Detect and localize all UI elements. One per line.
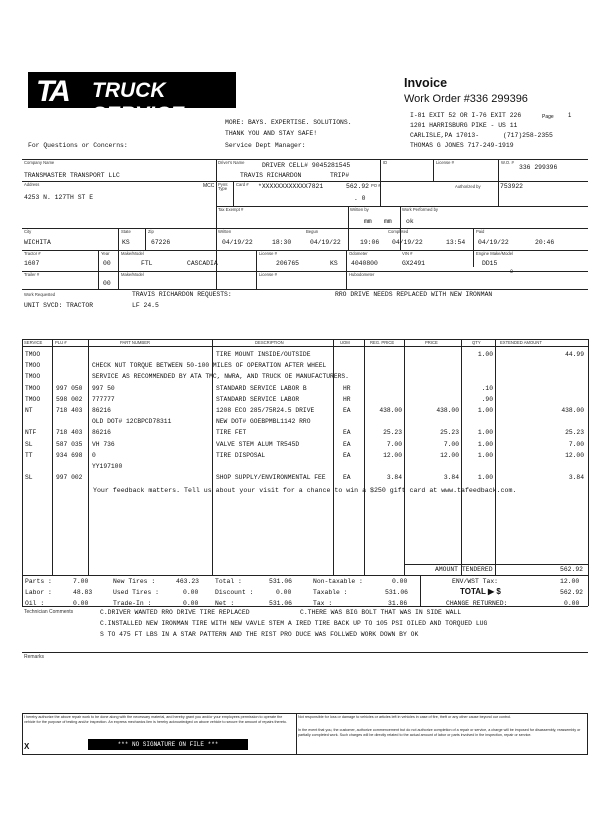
trailer-license-label: License # bbox=[259, 272, 277, 277]
grand-total-amount: 562.92 bbox=[560, 589, 584, 596]
table-row bbox=[0, 472, 600, 484]
service-manager-label: Service Dept Manager: bbox=[225, 142, 306, 149]
cell-description: TIRE DISPOSAL bbox=[216, 451, 266, 459]
table-header-rule bbox=[22, 346, 588, 347]
cell-uom: EA bbox=[343, 407, 351, 414]
totals-col bbox=[22, 575, 23, 606]
change-returned-label: CHANGE RETURNED: bbox=[446, 600, 508, 607]
odometer-label: Odometer bbox=[349, 251, 368, 256]
table-row bbox=[0, 360, 600, 372]
form-col bbox=[256, 250, 257, 289]
cell-price: 12.00 bbox=[440, 451, 459, 459]
cell-service: SL bbox=[25, 474, 33, 482]
wo-label: W.O. # bbox=[501, 160, 514, 165]
col-extended-amount: EXTENDED AMOUNT bbox=[500, 340, 542, 345]
amount-tendered-label: AMOUNT TENDERED bbox=[435, 566, 493, 573]
tractor-year: 00 bbox=[103, 260, 111, 267]
trade-in-amount: 0.00 bbox=[183, 600, 199, 607]
cell-description: SHOP SUPPLY/ENVIRONMENTAL FEE bbox=[216, 474, 326, 482]
totals-top-rule bbox=[22, 575, 588, 576]
comment-4: S TO 475 FT LBS IN A STAR PATTERN AND THE RIST PRO DUCE WAS FOLLWED WORK DOWN BY OK bbox=[100, 631, 419, 638]
wo-number: 336 299396 bbox=[519, 164, 558, 171]
comments-bottom-rule bbox=[22, 652, 588, 653]
cell-part: YY197100 bbox=[92, 463, 123, 470]
cell-reg: 12.00 bbox=[383, 451, 402, 459]
cell-plu: 587 035 bbox=[56, 440, 83, 448]
card-label: Card # bbox=[236, 182, 249, 187]
cell-description: STANDARD SERVICE LABOR B bbox=[216, 384, 307, 392]
state: KS bbox=[122, 239, 130, 246]
work-requested-2: RRO DRIVE NEEDS REPLACED WITH NEW IRONMAN bbox=[335, 291, 493, 298]
total-amount: 531.06 bbox=[269, 578, 293, 585]
parts-amount: 7.00 bbox=[73, 578, 89, 585]
table-row bbox=[0, 349, 600, 361]
cell-service: TT bbox=[25, 451, 33, 459]
cell-qty: .90 bbox=[481, 395, 493, 403]
tendered-rule bbox=[404, 564, 588, 565]
cell-qty: 1.00 bbox=[477, 351, 493, 358]
tax-amount: 31.86 bbox=[388, 600, 408, 607]
cell-ext: 7.00 bbox=[568, 440, 584, 448]
env-tax-label: ENV/WST Tax: bbox=[452, 578, 499, 585]
cell-description: TIRE FET bbox=[216, 429, 247, 437]
po-label: PO # bbox=[371, 183, 381, 188]
discount-amount: 0.00 bbox=[276, 589, 292, 596]
form-col bbox=[348, 206, 349, 250]
cell-part: 0 bbox=[92, 451, 96, 459]
cell-service: TMOO bbox=[25, 395, 41, 403]
col-uom: UOM bbox=[340, 340, 350, 345]
cell-uom: EA bbox=[343, 440, 351, 448]
tractor-model: CASCADIA bbox=[187, 260, 218, 267]
form-col bbox=[216, 159, 217, 290]
tractor-make: FTL bbox=[141, 260, 153, 267]
begun-date: 04/19/22 bbox=[310, 239, 341, 246]
cell-uom: EA bbox=[343, 474, 351, 482]
slogan-2: THANK YOU AND STAY SAFE! bbox=[225, 130, 318, 137]
oil-label: Oil : bbox=[25, 600, 45, 607]
begun-time: 19:06 bbox=[360, 239, 380, 246]
cell-uom: EA bbox=[343, 429, 351, 437]
cell-plu: 934 698 bbox=[56, 451, 83, 459]
form-rule bbox=[22, 289, 588, 290]
form-col bbox=[118, 228, 119, 289]
net-amount: 531.06 bbox=[269, 600, 293, 607]
cell-plu: 997 002 bbox=[56, 474, 83, 482]
totals-col bbox=[420, 575, 421, 606]
new-tires-label: New Tires : bbox=[113, 578, 156, 585]
form-col bbox=[473, 228, 474, 267]
lf-value: LF 24.5 bbox=[132, 302, 159, 309]
form-col bbox=[433, 159, 434, 181]
contact-label: For Questions or Concerns: bbox=[28, 142, 128, 149]
address-line-1: I-81 EXIT 52 OR I-76 EXIT 226 bbox=[410, 112, 522, 119]
table-row bbox=[0, 461, 600, 473]
mcc-label: MCC bbox=[203, 183, 215, 189]
total-label: Total : bbox=[215, 578, 242, 585]
vin-label: VIN # bbox=[402, 251, 413, 256]
engine: DD15 bbox=[482, 260, 498, 267]
paid-label: Paid bbox=[476, 229, 485, 234]
form-col bbox=[233, 181, 234, 206]
engine-label: Engine Make/Model bbox=[476, 251, 514, 256]
net-label: Net : bbox=[215, 600, 235, 607]
cell-part: 86216 bbox=[92, 429, 111, 437]
table-row bbox=[0, 383, 600, 395]
cell-plu: 718 403 bbox=[56, 407, 83, 414]
tractor-label: Tractor # bbox=[24, 251, 41, 256]
id-label: ID bbox=[383, 160, 388, 165]
trailer-make-label: Make/Model bbox=[121, 272, 144, 277]
form-rule bbox=[22, 271, 588, 272]
cell-uom: EA bbox=[343, 451, 351, 459]
cell-price: 3.84 bbox=[443, 474, 459, 482]
taxable-label: Taxable : bbox=[313, 589, 348, 596]
card-amount: 562.92 bbox=[346, 183, 370, 190]
col-plu: PLU # bbox=[55, 340, 67, 345]
cell-plu: 718 403 bbox=[56, 429, 83, 437]
zip-label: Zip bbox=[148, 229, 154, 234]
written-time: 18:30 bbox=[272, 239, 292, 246]
cell-ext: 3.84 bbox=[568, 474, 584, 482]
cell-price: 25.23 bbox=[440, 429, 459, 437]
zip: 67226 bbox=[151, 239, 171, 246]
trailer-year: 00 bbox=[103, 280, 111, 287]
cell-part: CHECK NUT TORQUE BETWEEN 50-100 MILES OF OPERATION AFTER WHEEL bbox=[92, 362, 327, 370]
logo-ta: TA bbox=[36, 75, 68, 108]
col-description: DESCRIPTION bbox=[255, 340, 284, 345]
cell-price: 7.00 bbox=[443, 440, 459, 448]
remarks-label: Remarks bbox=[24, 654, 45, 660]
oil-amount: 0.00 bbox=[73, 600, 89, 607]
cell-part: VH 736 bbox=[92, 440, 115, 448]
form-rule bbox=[22, 228, 588, 229]
comment-1: C.DRIVER WANTED RRO DRIVE TIRE REPLACED bbox=[100, 609, 250, 616]
store-phone: (717)258-2355 bbox=[503, 132, 553, 139]
address-label: Address bbox=[24, 182, 40, 187]
col-part-number: PART NUMBER bbox=[120, 340, 151, 345]
address-line-2: 1201 HARRISBURG PIKE - US 11 bbox=[410, 122, 518, 129]
used-tires-amount: 0.00 bbox=[183, 589, 199, 596]
tractor-license: 206765 bbox=[276, 260, 300, 267]
cell-part: OLD DOT# 12CBPCD78311 bbox=[92, 418, 172, 426]
cell-ext: 44.99 bbox=[565, 351, 584, 358]
form-rule bbox=[22, 181, 588, 182]
written-label: Written bbox=[218, 229, 232, 234]
cell-uom: HR bbox=[343, 384, 351, 392]
cell-qty: 1.00 bbox=[477, 440, 493, 448]
cell-service: SL bbox=[25, 440, 33, 448]
invoice-title: Invoice bbox=[404, 76, 448, 90]
cell-part: 777777 bbox=[92, 395, 115, 403]
trip-label: TRIP# bbox=[330, 172, 350, 179]
non-taxable-label: Non-taxable : bbox=[313, 578, 363, 585]
cell-service: TMOO bbox=[25, 384, 41, 392]
cell-price: 438.00 bbox=[436, 407, 459, 414]
cell-description: 1208 ECO 285/75R24.5 DRIVE bbox=[216, 407, 315, 414]
performed-by-label: Work Performed by bbox=[402, 207, 438, 212]
cell-part: 86216 bbox=[92, 407, 111, 414]
comment-2: C.THERE WAS BIG BOLT THAT WAS IN SIDE WALL bbox=[300, 609, 462, 616]
cell-reg: 25.23 bbox=[383, 429, 402, 437]
comment-3: C.INSTALLED NEW IRONMAN TIRE WITH NEW VAVLE STEM A IRED TIRE BACK UP TO 105 PSI OILED AND TORQUED LUG bbox=[100, 620, 488, 627]
trade-in-label: Trade-In : bbox=[113, 600, 152, 607]
form-col bbox=[498, 159, 499, 206]
cell-qty: 1.00 bbox=[477, 407, 493, 414]
grand-total-label: TOTAL ▶ $ bbox=[460, 587, 501, 596]
engine-sub: 0 bbox=[510, 269, 514, 275]
table-row bbox=[0, 405, 600, 417]
labor-amount: 48.83 bbox=[73, 589, 93, 596]
slogan-1: MORE: BAYS. EXPERTISE. SOLUTIONS. bbox=[225, 119, 352, 126]
cell-ext: 438.00 bbox=[561, 407, 584, 414]
cell-service: NTF bbox=[25, 429, 37, 437]
odometer: 4040800 bbox=[351, 260, 378, 267]
cell-uom: HR bbox=[343, 395, 351, 403]
license-label: License # bbox=[436, 160, 454, 165]
form-col bbox=[145, 228, 146, 250]
col-price: PRICE bbox=[425, 340, 438, 345]
cell-qty: 1.00 bbox=[477, 451, 493, 459]
written-date: 04/19/22 bbox=[222, 239, 253, 246]
truck-service-logo bbox=[28, 72, 236, 126]
new-tires-amount: 463.23 bbox=[176, 578, 200, 585]
address-line-3: CARLISLE,PA 17013- bbox=[410, 132, 480, 139]
signature-line: *** NO SIGNATURE ON FILE *** bbox=[88, 739, 248, 750]
feedback-note: Your feedback matters. Tell us about your visit for a chance to win a $250 gift card at www.tafeedback.com. bbox=[93, 487, 517, 494]
paid-date: 04/19/22 bbox=[478, 239, 509, 246]
table-row bbox=[0, 394, 600, 406]
completed-label: Completed bbox=[388, 229, 409, 234]
tax-label: Tax : bbox=[313, 600, 333, 607]
completed-date: 04/19/22 bbox=[392, 239, 423, 246]
authorization-text: I hereby authorize the above repair work to be done along with the necessary material, and hereby grant you and/or your employees permission to operate the vehicle for the purpose of testing and/or inspection. An express mechanics lien is hereby acknowledged on above vehicle to secure the amount of repairs thereto. bbox=[24, 715, 287, 724]
begun-label: Begun bbox=[306, 229, 319, 234]
city: WICHITA bbox=[24, 239, 51, 246]
cell-part: SERVICE AS RECOMMENDED BY ATA TMC, NWRA, AND TRUCK OE MANUFACTURERS. bbox=[92, 373, 349, 381]
authorized-by-label: Authorized by bbox=[455, 184, 481, 189]
technician-comments-label: Technician Comments bbox=[24, 609, 74, 615]
table-row bbox=[0, 416, 600, 428]
driver-cell: DRIVER CELL# 9045281545 bbox=[262, 162, 351, 169]
amount-tendered: 562.92 bbox=[560, 566, 584, 573]
company-name-label: Company Name bbox=[24, 160, 55, 165]
cell-service: TMOO bbox=[25, 351, 41, 358]
form-col bbox=[346, 250, 347, 289]
cell-plu: 997 050 bbox=[56, 384, 83, 392]
cell-description: VALVE STEM ALUM TR545D bbox=[216, 440, 300, 448]
parts-label: Parts : bbox=[25, 578, 52, 585]
work-requested-1: TRAVIS RICHARDON REQUESTS: bbox=[132, 291, 232, 298]
liability-text-2: In the event that you, the customer, authorize commencement but do not authorize completion of a repair or service, a charge will be imposed for disassembly, reassembly or partially completed work. Such charges will be directly related to the actual amount of labor or parts involved in the inspection, repair or service. bbox=[298, 728, 581, 737]
cell-service: TMOO bbox=[25, 362, 41, 370]
work-order-number: Work Order #336 299396 bbox=[404, 93, 528, 105]
col-reg-price: REG. PRICE bbox=[370, 340, 395, 345]
table-row bbox=[0, 371, 600, 383]
performed-by-1: mm bbox=[384, 218, 392, 225]
table-row bbox=[0, 439, 600, 451]
cell-description: NEW DOT# GOEBPMBL1142 RRO bbox=[216, 418, 311, 426]
cell-service: TMOO bbox=[25, 373, 41, 381]
cell-description: STANDARD SERVICE LABOR bbox=[216, 395, 300, 403]
state-label: State bbox=[121, 229, 131, 234]
make-model-label: Make/Model bbox=[121, 251, 144, 256]
page-number: 1 bbox=[568, 113, 572, 119]
change-returned-amount: 0.00 bbox=[564, 600, 580, 607]
cell-qty: 1.00 bbox=[477, 474, 493, 482]
driver-name: TRAVIS RICHARDON bbox=[240, 172, 302, 179]
trailer-label: Trailer # bbox=[24, 272, 40, 277]
city-label: City bbox=[24, 229, 32, 234]
discount-label: Discount : bbox=[215, 589, 254, 596]
service-manager: THOMAS G JONES 717-249-1919 bbox=[410, 142, 514, 149]
tractor-state: KS bbox=[330, 260, 338, 267]
cell-qty: .10 bbox=[481, 384, 493, 392]
col-service: SERVICE bbox=[24, 340, 43, 345]
cell-reg: 7.00 bbox=[386, 440, 402, 448]
non-taxable-amount: 0.00 bbox=[392, 578, 408, 585]
cell-reg: 438.00 bbox=[379, 407, 402, 414]
completed-time: 13:54 bbox=[446, 239, 466, 246]
drivers-name-label: Driver's Name bbox=[218, 160, 245, 165]
used-tires-label: Used Tires : bbox=[113, 589, 160, 596]
totals-col bbox=[588, 575, 589, 606]
company-name: TRANSMASTER TRANSPORT LLC bbox=[24, 172, 120, 179]
taxable-amount: 531.06 bbox=[385, 589, 409, 596]
written-by: mm bbox=[364, 218, 372, 225]
hubodometer-label: Hubodometer bbox=[349, 272, 375, 277]
env-tax-amount: 12.00 bbox=[560, 578, 580, 585]
year-label: Year bbox=[101, 251, 110, 256]
signature-x: X bbox=[24, 742, 30, 751]
form-col bbox=[98, 250, 99, 289]
po-value: . 0 bbox=[354, 195, 366, 202]
table-row bbox=[0, 427, 600, 439]
paid-time: 20:46 bbox=[535, 239, 555, 246]
work-requested-label: Work Requested bbox=[24, 292, 56, 297]
footer-divider bbox=[296, 713, 297, 755]
tractor-number: 1607 bbox=[24, 260, 40, 267]
page-label: Page bbox=[542, 114, 554, 120]
license-no-label: License # bbox=[259, 251, 277, 256]
card-number: *XXXXXXXXXXXX7821 bbox=[258, 183, 324, 190]
liability-text-1: Not responsible for loss or damage to vehicles or articles left in vehicles in case of fire, theft or any other cause beyond our control. bbox=[298, 715, 512, 719]
written-by-label: Written by bbox=[350, 207, 369, 212]
col-qty: QTY bbox=[472, 340, 481, 345]
logo-truck-service: TRUCK SERVICE bbox=[92, 79, 185, 126]
performed-by-2: ok bbox=[406, 218, 414, 225]
unit-serviced: UNIT SVCD: TRACTOR bbox=[24, 302, 94, 309]
authorized-by: 753922 bbox=[500, 183, 524, 190]
cell-part: 997 50 bbox=[92, 384, 115, 392]
vin: GX2491 bbox=[402, 260, 426, 267]
customer-address: 4253 N. 127TH ST E bbox=[24, 194, 94, 201]
cell-ext: 25.23 bbox=[565, 429, 584, 437]
cell-service: NT bbox=[25, 407, 33, 414]
table-row bbox=[0, 450, 600, 462]
cell-reg: 3.84 bbox=[386, 474, 402, 482]
labor-label: Labor : bbox=[25, 589, 52, 596]
cell-qty: 1.00 bbox=[477, 429, 493, 437]
cell-plu: 598 002 bbox=[56, 395, 83, 403]
tax-exempt-label: Tax Exempt # bbox=[218, 207, 244, 212]
pymt-type-label: Pymt Type bbox=[218, 182, 228, 192]
cell-ext: 12.00 bbox=[565, 451, 584, 459]
cell-description: TIRE MOUNT INSIDE/OUTSIDE bbox=[216, 351, 311, 358]
